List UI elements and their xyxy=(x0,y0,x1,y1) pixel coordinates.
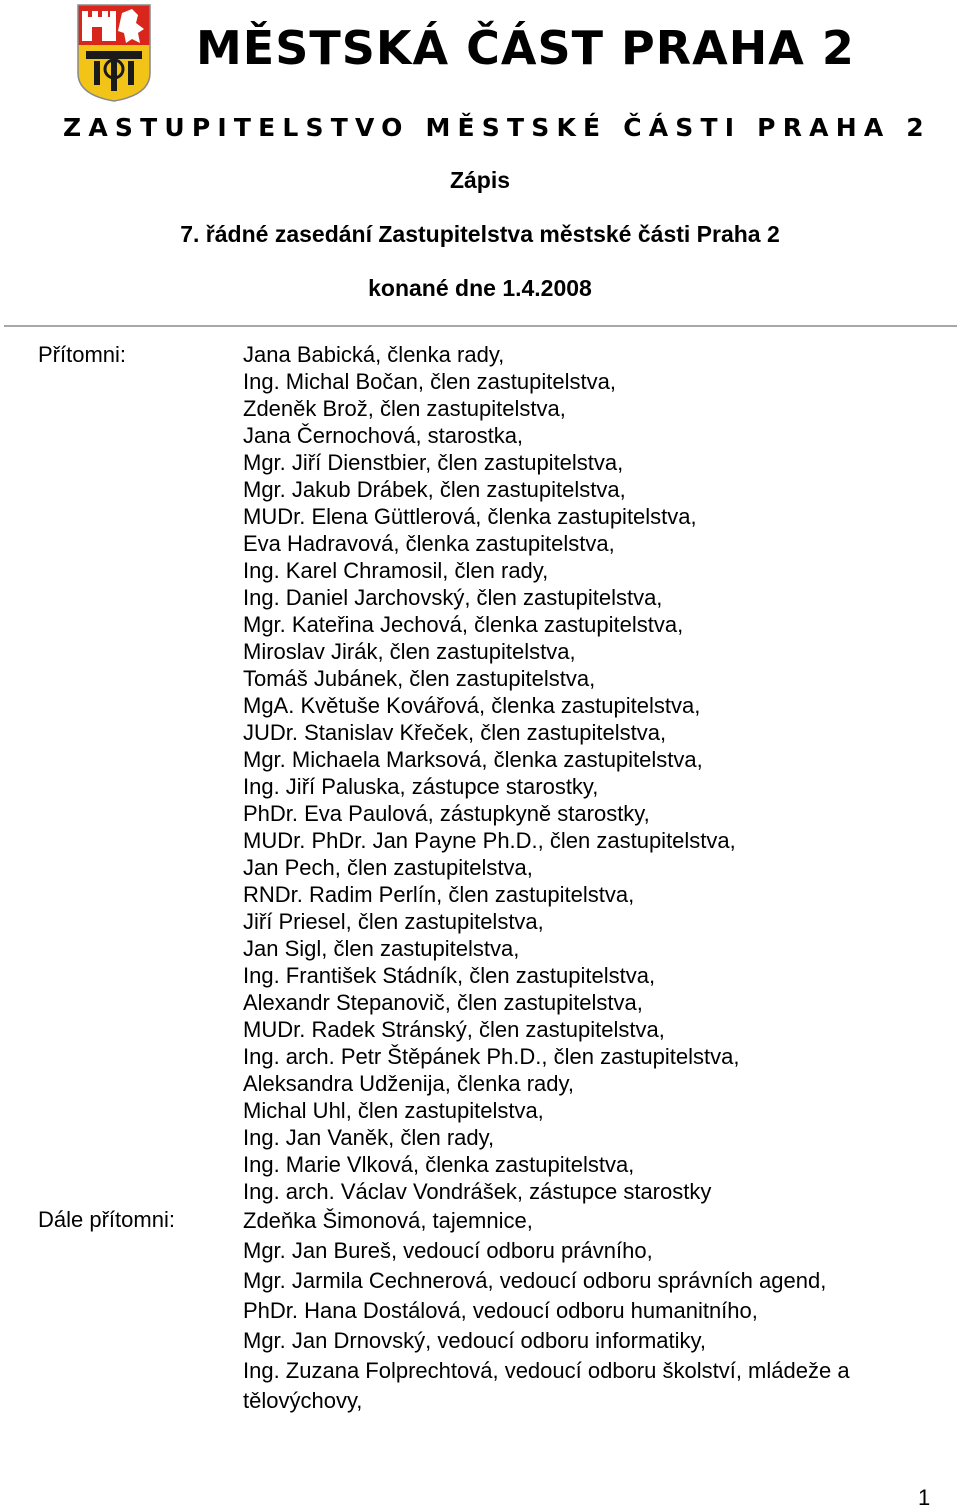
list-item: PhDr. Eva Paulová, zástupkyně starostky, xyxy=(243,801,650,826)
list-item: Mgr. Jan Drnovský, vedoucí odboru informatiky, xyxy=(243,1328,707,1353)
municipality-title: MĚSTSKÁ ČÁST PRAHA 2 xyxy=(196,21,855,75)
list-item: tělovýchovy, xyxy=(243,1388,363,1413)
list-item: RNDr. Radim Perlín, člen zastupitelstva, xyxy=(243,882,635,907)
session-date: konané dne 1.4.2008 xyxy=(368,275,592,301)
list-item: Mgr. Jiří Dienstbier, člen zastupitelstva, xyxy=(243,450,624,475)
list-item: Jana Babická, členka rady, xyxy=(243,342,505,367)
also-present-list xyxy=(243,1206,850,1416)
list-item: Ing. Zuzana Folprechtová, vedoucí odboru školství, mládeže a xyxy=(243,1358,850,1383)
list-item: Tomáš Jubánek, člen zastupitelstva, xyxy=(243,666,596,691)
list-item: Ing. Karel Chramosil, člen rady, xyxy=(243,558,549,583)
council-subtitle: ZASTUPITELSTVO MĚSTSKÉ ČÁSTI PRAHA 2 xyxy=(63,113,931,142)
list-item: Michal Uhl, člen zastupitelstva, xyxy=(243,1098,544,1123)
list-item: Zdeněk Brož, člen zastupitelstva, xyxy=(243,396,566,421)
page-number: 1 xyxy=(918,1485,931,1510)
list-item: Ing. arch. Petr Štěpánek Ph.D., člen zastupitelstva, xyxy=(243,1044,740,1069)
present-label: Přítomni: xyxy=(38,342,127,367)
list-item: Miroslav Jirák, člen zastupitelstva, xyxy=(243,639,576,664)
header-divider xyxy=(4,325,957,327)
list-item: Mgr. Jarmila Cechnerová, vedoucí odboru správních agend, xyxy=(243,1268,827,1293)
list-item: Ing. František Stádník, člen zastupitelstva, xyxy=(243,963,656,988)
list-item: Alexandr Stepanovič, člen zastupitelstva, xyxy=(243,990,643,1015)
list-item: Mgr. Jan Bureš, vedoucí odboru právního, xyxy=(243,1238,653,1263)
list-item: Eva Hadravová, členka zastupitelstva, xyxy=(243,531,615,556)
list-item: MUDr. PhDr. Jan Payne Ph.D., člen zastupitelstva, xyxy=(243,828,736,853)
list-item: Ing. Marie Vlková, členka zastupitelstva, xyxy=(243,1152,635,1177)
list-item: Jana Černochová, starostka, xyxy=(243,423,524,448)
list-item: MUDr. Elena Güttlerová, členka zastupitelstva, xyxy=(243,504,697,529)
list-item: Zdeňka Šimonová, tajemnice, xyxy=(243,1208,533,1233)
also-present-label: Dále přítomni: xyxy=(38,1207,175,1232)
list-item: Jan Sigl, člen zastupitelstva, xyxy=(243,936,520,961)
list-item: Jan Pech, člen zastupitelstva, xyxy=(243,855,533,880)
list-item: Ing. Jan Vaněk, člen rady, xyxy=(243,1125,495,1150)
list-item: PhDr. Hana Dostálová, vedoucí odboru humanitního, xyxy=(243,1298,758,1323)
list-item: Mgr. Jakub Drábek, člen zastupitelstva, xyxy=(243,477,626,502)
session-title: 7. řádné zasedání Zastupitelstva městské části Praha 2 xyxy=(180,221,780,247)
coat-of-arms-icon xyxy=(72,3,156,103)
document-title: Zápis xyxy=(449,167,511,193)
present-list xyxy=(243,341,739,1205)
list-item: Ing. Daniel Jarchovský, člen zastupitelstva, xyxy=(243,585,663,610)
list-item: Ing. Jiří Paluska, zástupce starostky, xyxy=(243,774,599,799)
list-item: JUDr. Stanislav Křeček, člen zastupitelstva, xyxy=(243,720,667,745)
list-item: Aleksandra Udženija, členka rady, xyxy=(243,1071,574,1096)
list-item: Jiří Priesel, člen zastupitelstva, xyxy=(243,909,544,934)
list-item: Mgr. Kateřina Jechová, členka zastupitelstva, xyxy=(243,612,684,637)
list-item: Ing. arch. Václav Vondrášek, zástupce starostky xyxy=(243,1179,712,1204)
list-item: MUDr. Radek Stránský, člen zastupitelstva, xyxy=(243,1017,665,1042)
list-item: Ing. Michal Bočan, člen zastupitelstva, xyxy=(243,369,616,394)
list-item: MgA. Květuše Kovářová, členka zastupitelstva, xyxy=(243,693,701,718)
list-item: Mgr. Michaela Marksová, členka zastupitelstva, xyxy=(243,747,703,772)
